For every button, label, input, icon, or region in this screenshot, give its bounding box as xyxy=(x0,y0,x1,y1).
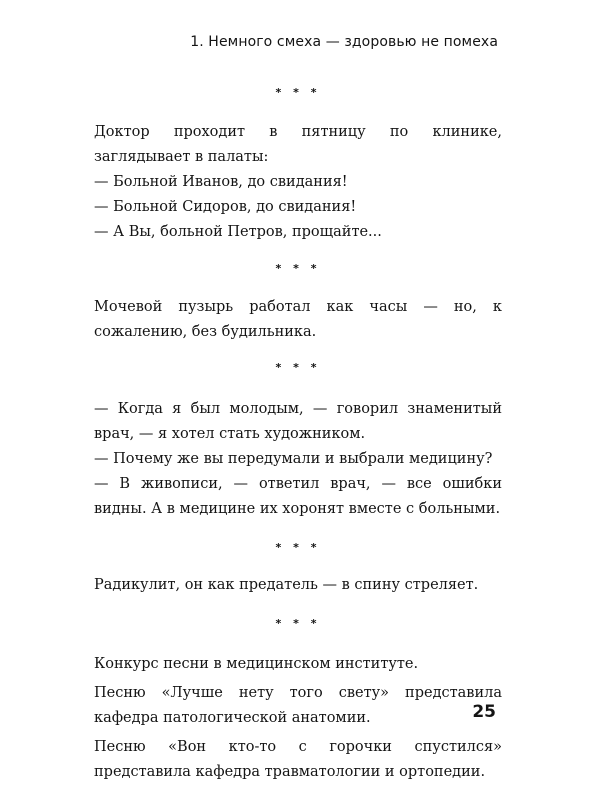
joke-2-line-1: Мочевой пузырь работал как часы — но, к сожалению, без будильника. xyxy=(94,299,502,340)
joke-1-line-4: — А Вы, больной Петров, прощайте... xyxy=(94,224,382,240)
joke-3-line-2: — Почему же вы передумали и выбрали медицину? xyxy=(94,451,493,467)
joke-1 xyxy=(94,120,502,245)
joke-2 xyxy=(94,295,502,345)
joke-5-line-1: Конкурс песни в медицинском институте. xyxy=(94,656,419,672)
joke-4 xyxy=(94,573,502,598)
joke-3 xyxy=(94,397,502,522)
joke-4-line-1: Радикулит, он как предатель — в спину стреляет. xyxy=(94,577,479,593)
separator-stars: * * * xyxy=(275,361,321,374)
joke-1-line-1: Доктор проходит в пятницу по клинике, заглядывает в палаты: xyxy=(94,124,502,165)
separator-stars: * * * xyxy=(275,541,321,554)
joke-1-line-3: — Больной Сидоров, до свидания! xyxy=(94,199,357,215)
joke-5 xyxy=(94,652,502,785)
joke-3-line-1: — Когда я был молодым, — говорил знаменитый врач, — я хотел стать художником. xyxy=(94,401,502,442)
separator-stars: * * * xyxy=(275,617,321,630)
page-content xyxy=(94,84,502,785)
page-number: 25 xyxy=(472,702,496,722)
joke-3-line-3: — В живописи, — ответил врач, — все ошибки видны. А в медицине их хоронят вместе с больными. xyxy=(94,476,502,517)
separator-stars: * * * xyxy=(275,262,321,275)
joke-1-line-2: — Больной Иванов, до свидания! xyxy=(94,174,348,190)
separator-stars: * * * xyxy=(275,86,321,99)
running-header: 1. Немного смеха — здоровью не помеха xyxy=(190,34,498,50)
joke-5-line-3: Песню «Вон кто-то с горочки спустился» представила кафедра травматологии и ортопедии. xyxy=(94,739,502,780)
joke-5-line-2: Песню «Лучше нету того свету» представила кафедра патологической анатомии. xyxy=(94,685,502,726)
